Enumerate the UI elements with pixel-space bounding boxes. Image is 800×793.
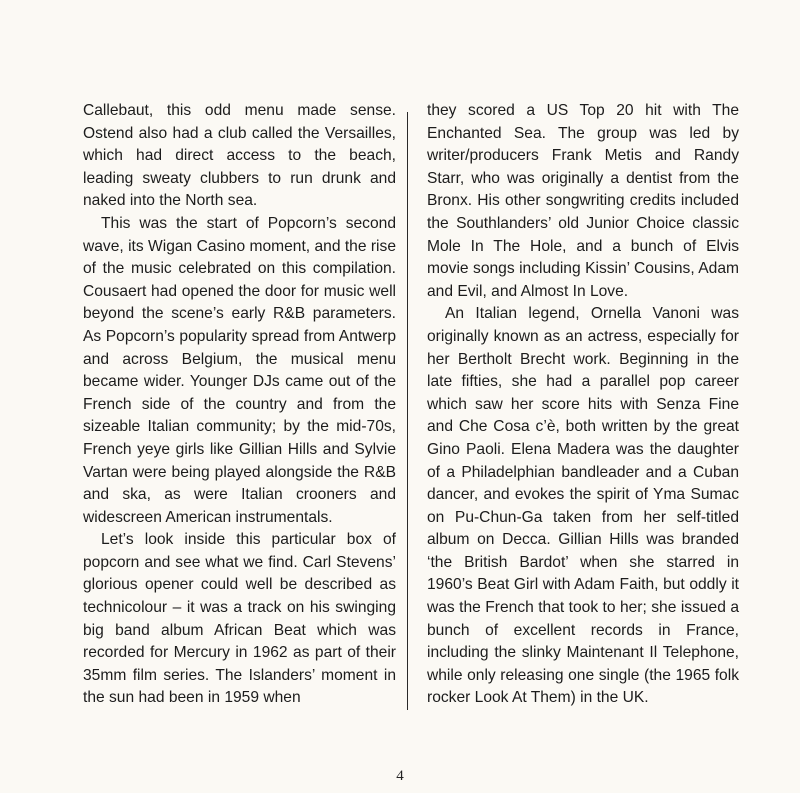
left-column: [83, 100, 396, 710]
right-column: [427, 100, 739, 710]
paragraph: An Italian legend, Ornella Vanoni was originally known as an actress, especially for her Bertholt Brecht work. Beginning in the late fifties, she had a parallel pop career which saw her score hits with Senza Fine and Che Cosa c’è, both written by the great Gino Paoli. Elena Madera was the daughter of a Philadelphian bandleader and a Cuban dancer, and evokes the spirit of Yma Sumac on Pu-Chun-Ga taken from her self-titled album on Decca. Gillian Hills was branded ‘the British Bardot’ when she starred in 1960’s Beat Girl with Adam Faith, but oddly it was the French that took to her; she issued a bunch of excellent records in France, including the slinky Maintenant Il Telephone, while only releasing one single (the 1965 folk rocker Look At Them) in the UK.: [427, 305, 739, 707]
page-number: 4: [396, 768, 404, 784]
column-divider: [407, 112, 408, 710]
paragraph: Let’s look inside this particular box of popcorn and see what we find. Carl Stevens’ glorious opener could well be described as technicolour – it was a track on his swinging big band album African Beat which was recorded for Mercury in 1962 as part of their 35mm film series. The Islanders’ moment in the sun had been in 1959 when: [83, 531, 396, 707]
paragraph: Callebaut, this odd menu made sense. Ostend also had a club called the Versailles, which had direct access to the beach, leading sweaty clubbers to run drunk and naked into the North sea.: [83, 102, 396, 210]
paragraph: they scored a US Top 20 hit with The Enchanted Sea. The group was led by writer/producers Frank Metis and Randy Starr, who was originally a dentist from the Bronx. His other songwriting credits included the Southlanders’ old Junior Choice classic Mole In The Hole, and a bunch of Elvis movie songs including Kissin’ Cousins, Adam and Evil, and Almost In Love.: [427, 102, 739, 300]
paragraph: This was the start of Popcorn’s second wave, its Wigan Casino moment, and the rise of the music celebrated on this compilation. Cousaert had opened the door for music well beyond the scene’s early R&B parameters. As Popcorn’s popularity spread from Antwerp and across Belgium, the musical menu became wider. Younger DJs came out of the French side of the country and from the sizeable Italian community; by the mid-70s, French yeye girls like Gillian Hills and Sylvie Vartan were being played alongside the R&B and ska, as were Italian crooners and widescreen American instrumentals.: [83, 214, 396, 526]
